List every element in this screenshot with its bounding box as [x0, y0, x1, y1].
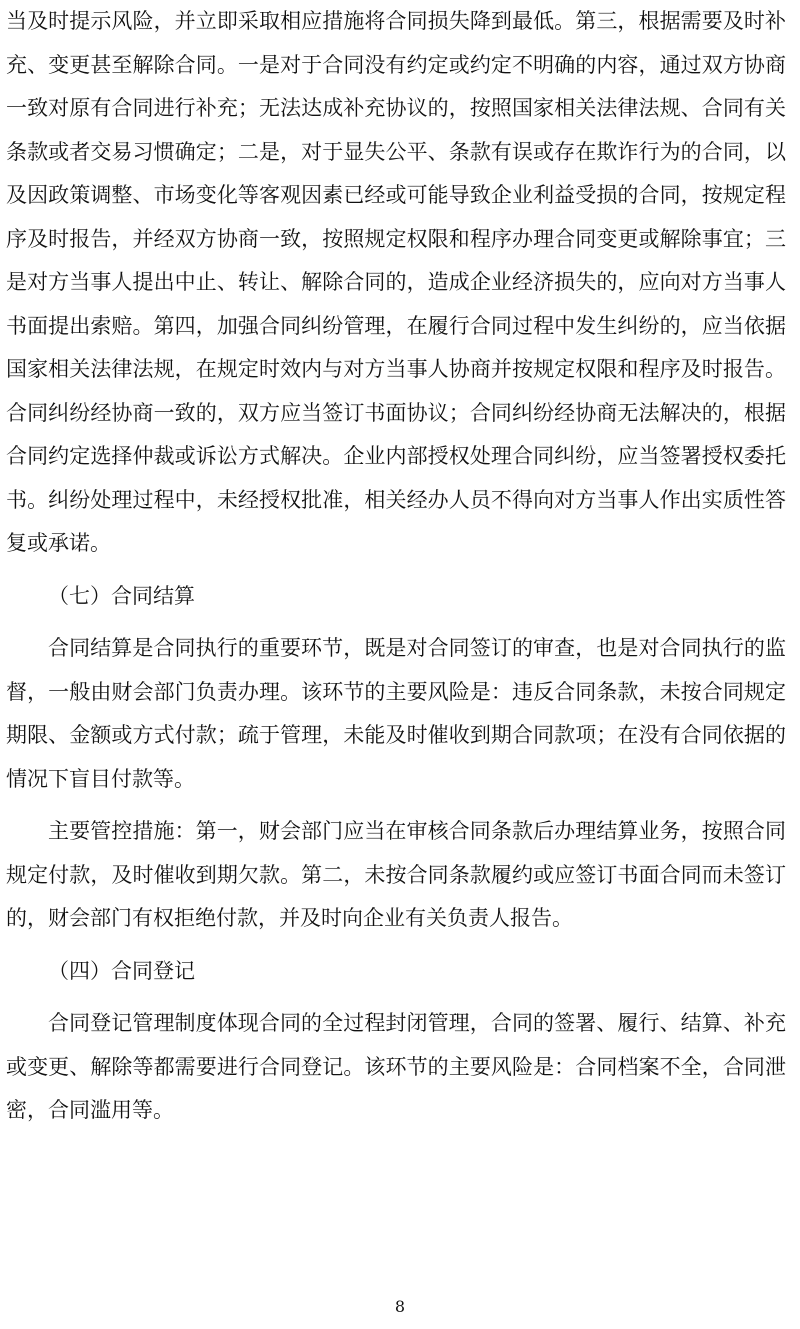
page-number: 8	[394, 1297, 406, 1316]
paragraph-settlement-overview: 合同结算是合同执行的重要环节，既是对合同签订的审查，也是对合同执行的监督，一般由财会部门负责办理。该环节的主要风险是：违反合同条款，未按合同规定期限、金额或方式付款；疏于管理，未能及时催收到期合同款项；在没有合同依据的情况下盲目付款等。	[6, 636, 786, 791]
section-heading-contract-registration: （四）合同登记	[48, 958, 195, 983]
paragraph-settlement-controls: 主要管控措施：第一，财会部门应当在审核合同条款后办理结算业务，按照合同规定付款，及时催收到期欠款。第二，未按合同条款履约或应签订书面合同而未签订的，财会部门有权拒绝付款，并及时向企业有关负责人报告。	[6, 819, 786, 930]
paragraph-registration-overview: 合同登记管理制度体现合同的全过程封闭管理，合同的签署、履行、结算、补充或变更、解除等都需要进行合同登记。该环节的主要风险是：合同档案不全，合同泄密，合同滥用等。	[6, 1011, 786, 1122]
section-heading-contract-settlement: （七）合同结算	[48, 583, 195, 608]
paragraph-continuation: 当及时提示风险，并立即采取相应措施将合同损失降到最低。第三，根据需要及时补充、变更甚至解除合同。一是对于合同没有约定或约定不明确的内容，通过双方协商一致对原有合同进行补充；无法达成补充协议的，按照国家相关法律法规、合同有关条款或者交易习惯确定；二是，对于显失公平、条款有误或存在欺诈行为的合同，以及因政策调整、市场变化等客观因素已经或可能导致企业利益受损的合同，按规定程序及时报告，并经双方协商一致，按照规定权限和程序办理合同变更或解除事宜；三是对方当事人提出中止、转让、解除合同的，造成企业经济损失的，应向对方当事人书面提出索赔。第四，加强合同纠纷管理，在履行合同过程中发生纠纷的，应当依据国家相关法律法规，在规定时效内与对方当事人协商并按规定权限和程序及时报告。合同纠纷经协商一致的，双方应当签订书面协议；合同纠纷经协商无法解决的，根据合同约定选择仲裁或诉讼方式解决。企业内部授权处理合同纠纷，应当签署授权委托书。纠纷处理过程中，未经授权批准，相关经办人员不得向对方当事人作出实质性答复或承诺。	[6, 9, 786, 555]
document-body	[6, 0, 786, 1133]
